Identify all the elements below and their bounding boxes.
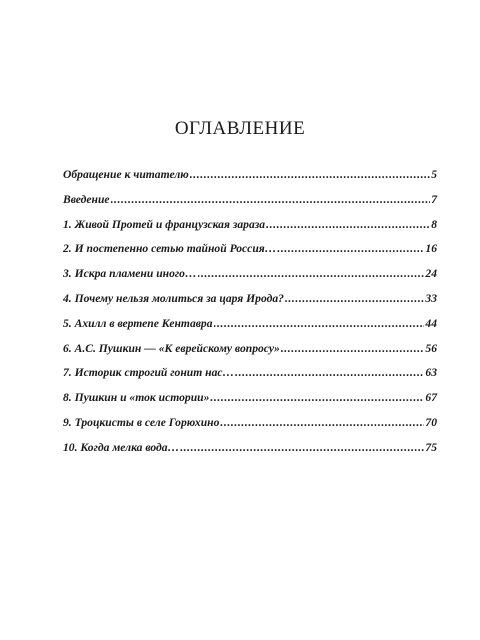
toc-entry-page: 24 — [425, 267, 437, 281]
toc-entry-page: 70 — [425, 415, 437, 429]
toc-entry-4 — [63, 267, 437, 292]
toc-leader-dots — [198, 267, 425, 280]
toc-leader-dots — [210, 391, 424, 404]
toc-entry-page: 56 — [425, 341, 437, 355]
toc-entry-page: 8 — [431, 217, 437, 231]
toc-entry-label: Обращение к читателю — [63, 168, 189, 181]
toc-leader-dots — [235, 366, 424, 379]
toc-entry-7 — [63, 342, 437, 367]
toc-entry-label: 5. Ахилл в вертепе Кентавра — [63, 316, 213, 330]
toc-entry-8 — [63, 366, 437, 391]
toc-entry-3 — [63, 242, 437, 267]
toc-entry-label: 4. Почему нельзя молиться за царя Ирода? — [63, 291, 284, 305]
toc-entry-6 — [63, 317, 437, 342]
toc-entry-page: 33 — [425, 291, 437, 305]
toc-entry-label: 8. Пушкин и «ток истории» — [63, 391, 210, 405]
toc-leader-dots — [277, 242, 424, 255]
toc-entry-1 — [63, 193, 437, 218]
toc-entry-label: Введение — [63, 192, 110, 206]
toc-entry-label: 3. Искра пламени иного… — [63, 267, 197, 281]
toc-title: ОГЛАВЛЕНИЕ — [174, 118, 306, 139]
toc-leader-dots — [180, 441, 424, 454]
toc-entry-11 — [63, 441, 437, 466]
toc-leader-dots — [220, 416, 424, 429]
toc-entry-label: 1. Живой Протей и французская зараза — [63, 217, 266, 231]
toc-entry-label: 2. И постепенно сетью тайной Россия… — [63, 242, 277, 256]
toc-leader-dots — [266, 218, 430, 231]
toc-leader-dots — [214, 317, 425, 330]
toc-entry-9 — [63, 391, 437, 416]
toc-entry-page: 75 — [425, 440, 437, 454]
toc-leader-dots — [111, 193, 431, 206]
toc-entry-10 — [63, 416, 437, 441]
toc-entry-5 — [63, 292, 437, 317]
toc-leader-dots — [190, 168, 430, 181]
toc-entry-page: 5 — [431, 168, 437, 181]
toc-entry-page: 16 — [425, 242, 437, 256]
toc-entry-page: 63 — [425, 366, 437, 380]
toc-leader-dots — [281, 342, 425, 355]
toc-entry-label: 9. Троцкисты в селе Горюхино — [63, 415, 220, 429]
toc-entry-2 — [63, 218, 437, 243]
toc-entry-label: 6. А.С. Пушкин — «К еврейскому вопросу» — [63, 341, 280, 355]
toc-list — [63, 168, 437, 466]
toc-entry-page: 44 — [425, 316, 437, 330]
toc-entry-label: 10. Когда мелка вода… — [63, 440, 180, 454]
toc-entry-page: 67 — [425, 391, 437, 405]
toc-leader-dots — [285, 292, 424, 305]
toc-entry-page: 7 — [431, 192, 437, 206]
toc-entry-label: 7. Историк строгий гонит нас… — [63, 366, 235, 380]
toc-entry-0 — [63, 168, 437, 193]
